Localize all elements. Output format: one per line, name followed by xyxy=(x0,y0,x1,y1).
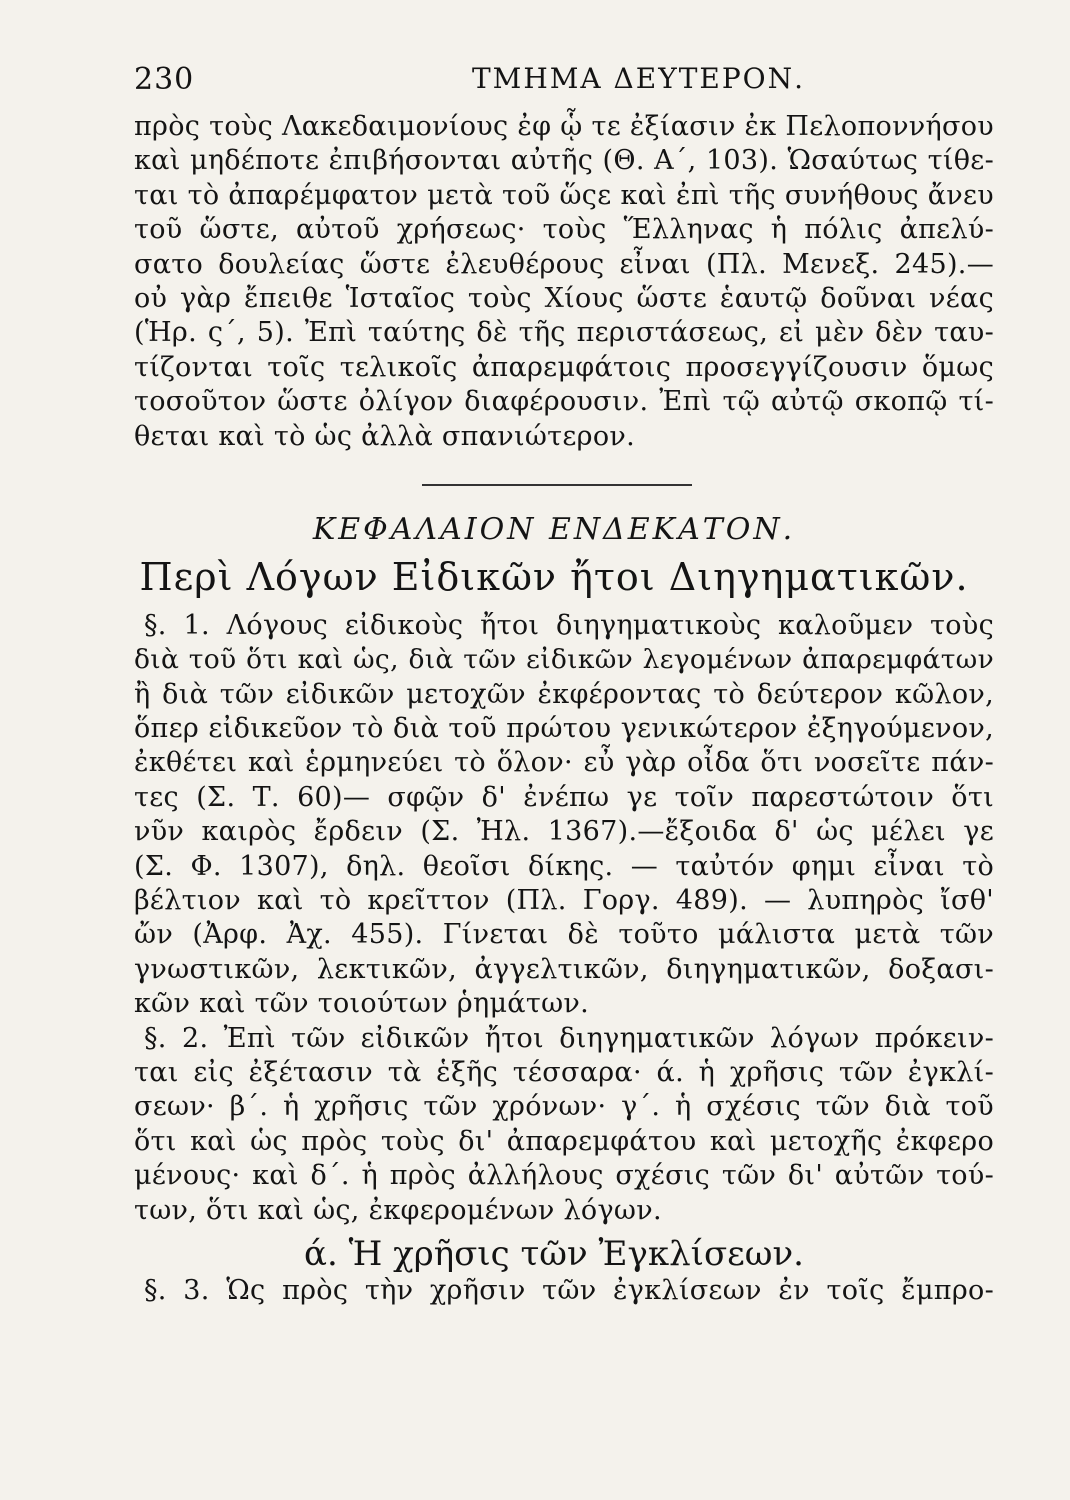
text-line: ται τὸ ἀπαρέμφατον μετὰ τοῦ ὥςε καὶ ἐπὶ τῆς συνήθους ἄνευ xyxy=(134,179,994,211)
text-line: μένους· καὶ δ΄. ἡ πρὸς ἀλλήλους σχέσις τῶν δι' αὐτῶν τού- xyxy=(134,1160,994,1192)
text-line: σατο δουλείας ὥστε ἐλευθέρους εἶναι (Πλ. Μενεξ. 245).— xyxy=(134,248,994,280)
text-line: ὅτι καὶ ὡς πρὸς τοὺς δι' ἀπαρεμφάτου καὶ μετοχῆς ἐκφερο xyxy=(134,1125,994,1157)
text-line: πρὸς τοὺς Λακεδαιμονίους ἐφ ᾧ τε ἐξίασιν ἐκ Πελοποννήσου xyxy=(134,111,994,142)
section-divider xyxy=(422,484,692,486)
page-number: 230 xyxy=(134,62,195,97)
text-line: τες (Σ. Τ. 60)— σφῷν δ' ἐνέπω γε τοῖν παρεστώτοιν ὅτι xyxy=(134,781,994,813)
running-head xyxy=(134,62,994,110)
text-line: §. 1. Λόγους εἰδικοὺς ἤτοι διηγηματικοὺς καλοῦμεν τοὺς xyxy=(144,609,994,641)
text-line: τοῦ ὥστε, αὐτοῦ χρήσεως· τοὺς Ἕλληνας ἡ πόλις ἀπελύ- xyxy=(134,214,994,246)
text-line: §. 2. Ἐπὶ τῶν εἰδικῶν ἤτοι διηγηματικῶν λόγων πρόκειν- xyxy=(144,1022,994,1054)
text-line: νῦν καιρὸς ἔρδειν (Σ. Ἠλ. 1367).—ἔξοιδα δ' ὡς μέλει γε xyxy=(134,816,994,848)
text-line: των, ὅτι καὶ ὡς, ἐκφερομένων λόγων. xyxy=(134,1194,662,1226)
text-line: ἐκθέτει καὶ ἑρμηνεύει τὸ ὅλον· εὖ γὰρ οἶδα ὅτι νοσεῖτε πάν- xyxy=(134,747,994,779)
text-line: ὅπερ εἰδικεῦον τὸ διὰ τοῦ πρώτου γενικώτερον ἐξηγούμενον, xyxy=(134,713,994,745)
text-line: ὤν (Ἀρφ. Ἀχ. 455). Γίνεται δὲ τοῦτο μάλιστα μετὰ τῶν xyxy=(134,919,994,951)
text-line: διὰ τοῦ ὅτι καὶ ὡς, διὰ τῶν εἰδικῶν λεγομένων ἀπαρεμφάτων xyxy=(134,644,994,676)
intro-paragraph xyxy=(134,110,994,454)
text-line: κῶν καὶ τῶν τοιούτων ῥημάτων. xyxy=(134,988,589,1020)
chapter-title: ΚΕΦΑΛΑΙΟΝ ΕΝΔΕΚΑΤΟΝ. xyxy=(312,511,796,547)
text-line: βέλτιον καὶ τὸ κρεῖττον (Πλ. Γοργ. 489). — λυπηρὸς ἴσθ' xyxy=(134,885,994,917)
text-line: ἢ διὰ τῶν εἰδικῶν μετοχῶν ἐκφέροντας τὸ δεύτερον κῶλον, xyxy=(134,678,994,710)
text-line: οὐ γὰρ ἔπειθε Ἱσταῖος τοὺς Χίους ὥστε ἑαυτῷ δοῦναι νέας xyxy=(134,282,994,314)
text-line: τοσοῦτον ὥστε ὀλίγον διαφέρουσιν. Ἐπὶ τῷ αὐτῷ σκοπῷ τί- xyxy=(134,386,994,418)
text-line: θεται καὶ τὸ ὡς ἀλλὰ σπανιώτερον. xyxy=(134,420,636,452)
text-line: §. 3. Ὡς πρὸς τὴν χρῆσιν τῶν ἐγκλίσεων ἐν τοῖς ἔμπρο- xyxy=(144,1274,994,1306)
subsection-heading: ά. Ἡ χρῆσις τῶν Ἐγκλίσεων. xyxy=(304,1233,804,1274)
text-line: (Σ. Φ. 1307), δηλ. θεοῖσι δίκης. — ταὐτόν φημι εἶναι τὸ xyxy=(134,850,994,882)
text-line: ται εἰς ἐξέτασιν τὰ ἑξῆς τέσσαρα· ά. ἡ χρῆσις τῶν ἐγκλί- xyxy=(134,1056,994,1088)
text-line: (Ἡρ. ς΄, 5). Ἐπὶ ταύτης δὲ τῆς περιστάσεως, εἰ μὲν δὲν ταυ- xyxy=(134,317,994,349)
section-1 xyxy=(134,609,994,1022)
text-line: τίζονται τοῖς τελικοῖς ἀπαρεμφάτοις προσεγγίζουσιν ὅμως xyxy=(134,351,994,383)
chapter-subtitle: Περὶ Λόγων Εἰδικῶν ἤτοι Διηγηματικῶν. xyxy=(139,554,969,599)
text-line: γνωστικῶν, λεκτικῶν, ἀγγελτικῶν, διηγηματικῶν, δοξασι- xyxy=(134,953,994,985)
section-2 xyxy=(134,1022,994,1228)
text-line: καὶ μηδέποτε ἐπιβήσονται αὐτῆς (Θ. Α΄, 103). Ὡσαύτως τίθε- xyxy=(134,145,994,177)
text-line: σεων· β΄. ἡ χρῆσις τῶν χρόνων· γ΄. ἡ σχέσις τῶν διὰ τοῦ xyxy=(134,1091,994,1123)
running-head-title: ΤΜΗΜΑ ΔΕΥΤΕΡΟΝ. xyxy=(472,62,806,95)
section-3 xyxy=(134,1274,994,1308)
